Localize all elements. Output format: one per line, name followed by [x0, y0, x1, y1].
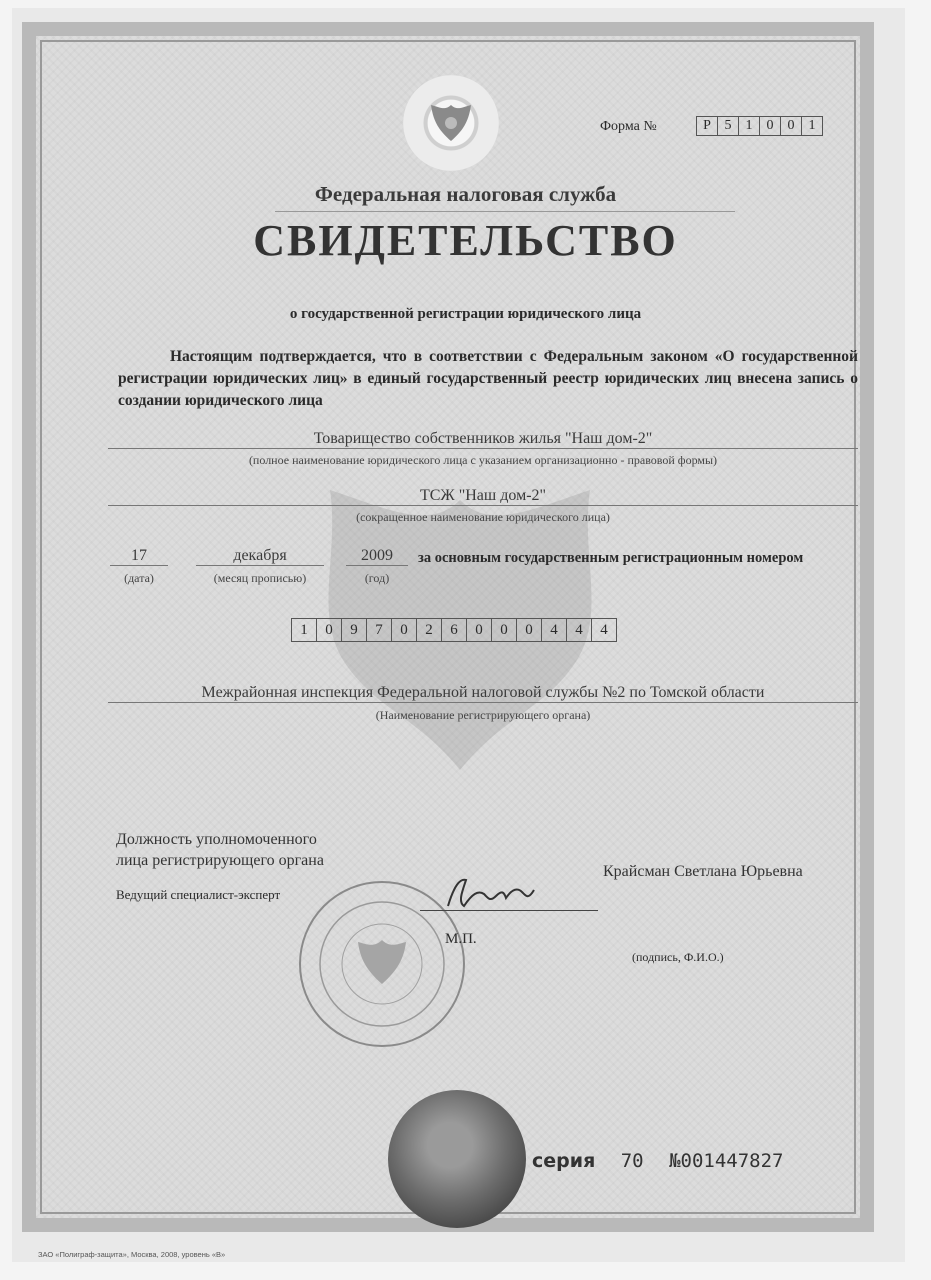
- reg-digit: 0: [391, 618, 417, 642]
- entity-full-name-caption: (полное наименование юридического лица с указанием организационно - правовой формы): [248, 453, 718, 467]
- date-month: декабря: [196, 547, 324, 566]
- date-day-caption: (дата): [124, 571, 154, 585]
- form-code-digit: 1: [738, 116, 760, 136]
- authority-caption: (Наименование регистрирующего органа): [375, 708, 591, 722]
- form-number-label: Форма №: [600, 119, 657, 134]
- date-month-caption: (месяц прописью): [213, 571, 307, 585]
- reg-digit: 0: [466, 618, 492, 642]
- signature-caption: (подпись, Ф.И.О.): [632, 950, 724, 964]
- entity-full-name: Товарищество собственников жилья "Наш дом-2": [108, 430, 858, 449]
- reg-digit: 4: [591, 618, 617, 642]
- date-day: 17: [110, 547, 168, 566]
- reg-digit: 0: [316, 618, 342, 642]
- job-title: Ведущий специалист-эксперт: [116, 887, 281, 902]
- agency-name: Федеральная налоговая служба: [314, 182, 617, 206]
- reg-digit: 4: [566, 618, 592, 642]
- reg-digit: 0: [491, 618, 517, 642]
- form-code-digit: 1: [801, 116, 823, 136]
- agency-underline: [275, 211, 735, 212]
- document-subtitle: о государственной регистрации юридического лица: [289, 306, 642, 322]
- form-code-digit: Р: [696, 116, 718, 136]
- date-year-caption: (год): [364, 571, 390, 585]
- serial-label: серия: [532, 1150, 596, 1172]
- hologram-seal-icon: [388, 1090, 526, 1228]
- date-year: 2009: [346, 547, 408, 566]
- certification-paragraph: Настоящим подтверждается, что в соответствии с Федеральным законом «О государственной регистрации юридических лиц» в единый государственный реестр юридических лиц внесена запись о создании юридического лица: [118, 348, 858, 409]
- signature-line: [420, 910, 598, 911]
- position-label-line1: Должность уполномоченного: [116, 831, 317, 848]
- reg-digit: 9: [341, 618, 367, 642]
- form-code: [697, 116, 823, 136]
- state-emblem-icon: [403, 75, 499, 171]
- serial-series: 70: [620, 1150, 644, 1172]
- authority-name: Межрайонная инспекция Федеральной налоговой службы №2 по Томской области: [108, 684, 858, 703]
- serial-number-value: 001447827: [680, 1150, 784, 1172]
- stamp-place-label: М.П.: [445, 931, 477, 947]
- reg-digit: 7: [366, 618, 392, 642]
- signer-name: Крайсман Светлана Юрьевна: [603, 863, 803, 880]
- document-title: СВИДЕТЕЛЬСТВО: [253, 216, 678, 265]
- reg-digit: 4: [541, 618, 567, 642]
- reg-number-text: за основным государственным регистрационным номером: [418, 550, 804, 566]
- entity-short-name-caption: (сокращенное наименование юридического лица): [356, 510, 610, 524]
- entity-short-name: ТСЖ "Наш дом-2": [108, 487, 858, 506]
- reg-digit: 1: [291, 618, 317, 642]
- serial-number: [532, 1150, 783, 1172]
- printer-info: ЗАО «Полиграф-защита», Москва, 2008, уровень «В»: [38, 1250, 226, 1259]
- form-code-digit: 5: [717, 116, 739, 136]
- serial-number-prefix: №: [669, 1150, 681, 1172]
- reg-digit: 0: [516, 618, 542, 642]
- reg-digit: 6: [441, 618, 467, 642]
- form-code-digit: 0: [780, 116, 802, 136]
- registration-number: [292, 618, 617, 642]
- position-label: [116, 829, 324, 871]
- form-code-digit: 0: [759, 116, 781, 136]
- reg-digit: 2: [416, 618, 442, 642]
- position-label-line2: лица регистрирующего органа: [116, 852, 324, 869]
